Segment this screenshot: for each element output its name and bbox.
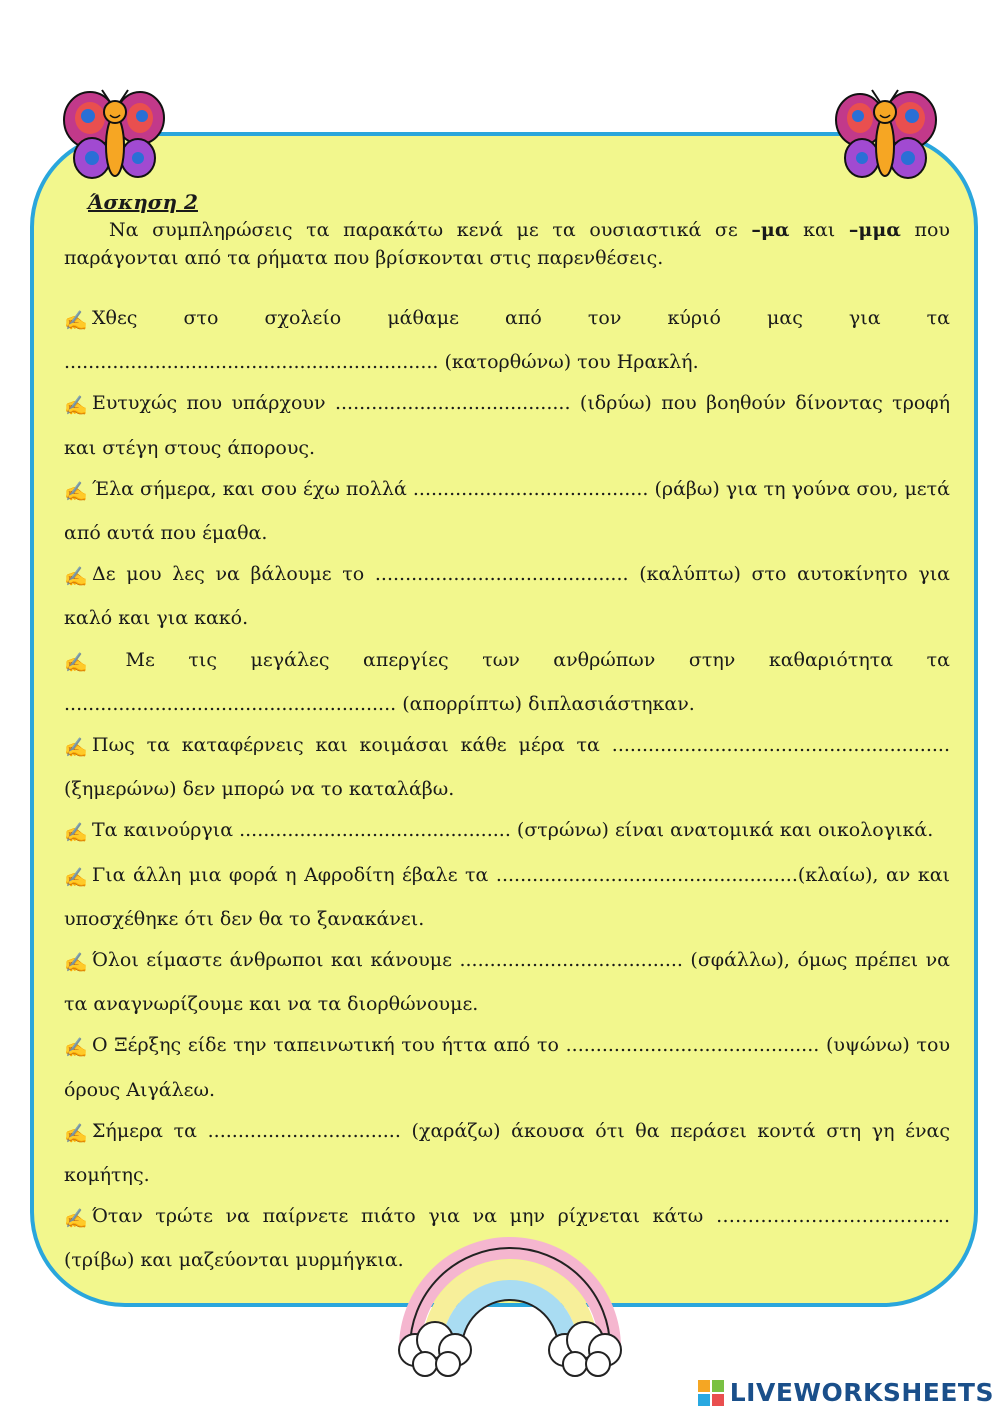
rainbow-icon: [390, 1228, 630, 1378]
writing-hand-icon: ✍: [64, 1037, 88, 1060]
answer-blank[interactable]: ..........................................: [565, 1034, 820, 1057]
sentence-item: ✍ Έλα σήμερα, και σου έχω πολλά ....................................... (ράβω) για τη γούνα σου, μετά από αυτά που έμαθα.: [64, 469, 950, 554]
answer-blank[interactable]: ..............................................................: [64, 351, 439, 374]
sentence-item: ✍ Ευτυχώς που υπάρχουν ....................................... (ιδρύω) που βοηθούν δίνοντας τροφή και στέγη στους άπορους.: [64, 383, 950, 468]
sentence-item: ✍ Δε μου λες να βάλουμε το .......................................... (καλύπτω) στο αυτοκίνητο για καλό και για κακό.: [64, 554, 950, 639]
writing-hand-icon: ✍: [64, 480, 88, 503]
writing-hand-icon: ✍: [64, 651, 88, 674]
writing-hand-icon: ✍: [64, 822, 88, 845]
writing-hand-icon: ✍: [64, 952, 88, 975]
sentence-item: ✍ Όταν τρώτε να παίρνετε πιάτο για να μην ρίχνεται κάτω ………………………………. (τρίβω) και μαζεύονται μυρμήγκια.: [64, 1196, 950, 1281]
answer-blank[interactable]: .......................................: [334, 392, 571, 415]
answer-blank[interactable]: .....................................: [459, 949, 683, 972]
sentence-item: ✍ Πως τα καταφέρνεις και κοιμάσαι κάθε μέρα τα ........................................................ (ξημερώνω) δεν μπορώ να το καταλάβω.: [64, 725, 950, 810]
writing-hand-icon: ✍: [64, 395, 88, 418]
answer-blank[interactable]: .............................................: [239, 819, 511, 842]
liveworksheets-logo-icon: [698, 1380, 724, 1406]
sentence-item: ✍ Ο Ξέρξης είδε την ταπεινωτική του ήττα από το .......................................... (υψώνω) του όρους Αιγάλεω.: [64, 1025, 950, 1110]
sentence-item: ✍ Χθες στο σχολείο μάθαμε από τον κύριό μας για τα .............................................................. (κατορθώνω) του Ηρακλή.: [64, 298, 950, 383]
answer-blank[interactable]: .......................................: [412, 477, 649, 500]
liveworksheets-watermark: LIVEWORKSHEETS: [729, 1378, 994, 1407]
sentence-item: ✍ Όλοι είμαστε άνθρωποι και κάνουμε ..................................... (σφάλλω), όμως πρέπει να τα αναγνωρίζουμε και να τα διορθώνουμε.: [64, 940, 950, 1025]
sentence-item: ✍ Τα καινούργια ............................................. (στρώνω) είναι ανατομικά και οικολογικά.: [64, 810, 950, 854]
sentence-item: ✍ Για άλλη μια φορά η Αφροδίτη έβαλε τα ..................................................(κλαίω), αν και υποσχέθηκε ότι δεν θα το ξανακάνει.: [64, 855, 950, 940]
answer-blank[interactable]: ..................................................: [495, 863, 798, 886]
sentence-item: ✍ Σήμερα τα ................................ (χαράζω) άκουσα ότι θα περάσει κοντά στη γη ένας κομήτης.: [64, 1111, 950, 1196]
answer-blank[interactable]: ................................: [207, 1119, 401, 1142]
writing-hand-icon: ✍: [64, 310, 88, 332]
sentence-item: ✍ Με τις μεγάλες απεργίες των ανθρώπων στην καθαριότητα τα ....................................................... (απορρίπτω) διπλασιάστηκαν.: [64, 640, 950, 725]
writing-hand-icon: ✍: [64, 1208, 88, 1231]
writing-hand-icon: ✍: [64, 1122, 88, 1145]
butterfly-left-icon: [60, 88, 170, 188]
writing-hand-icon: ✍: [64, 566, 88, 589]
sentence-list: [64, 298, 950, 1282]
writing-hand-icon: ✍: [64, 866, 88, 889]
writing-hand-icon: ✍: [64, 737, 88, 760]
answer-blank[interactable]: ..........................................: [374, 563, 629, 586]
exercise-title: Άσκηση 2: [88, 190, 198, 214]
answer-blank[interactable]: ……………………………….: [715, 1205, 950, 1228]
answer-blank[interactable]: ........................................................: [611, 734, 950, 757]
exercise-instructions: Να συμπληρώσεις τα παρακάτω κενά με τα ουσιαστικά σε –μα και –μμα που παράγονται από τα ρήματα που βρίσκονται στις παρενθέσεις.: [64, 219, 950, 269]
butterfly-right-icon: [830, 88, 940, 188]
answer-blank[interactable]: .......................................................: [64, 692, 397, 715]
